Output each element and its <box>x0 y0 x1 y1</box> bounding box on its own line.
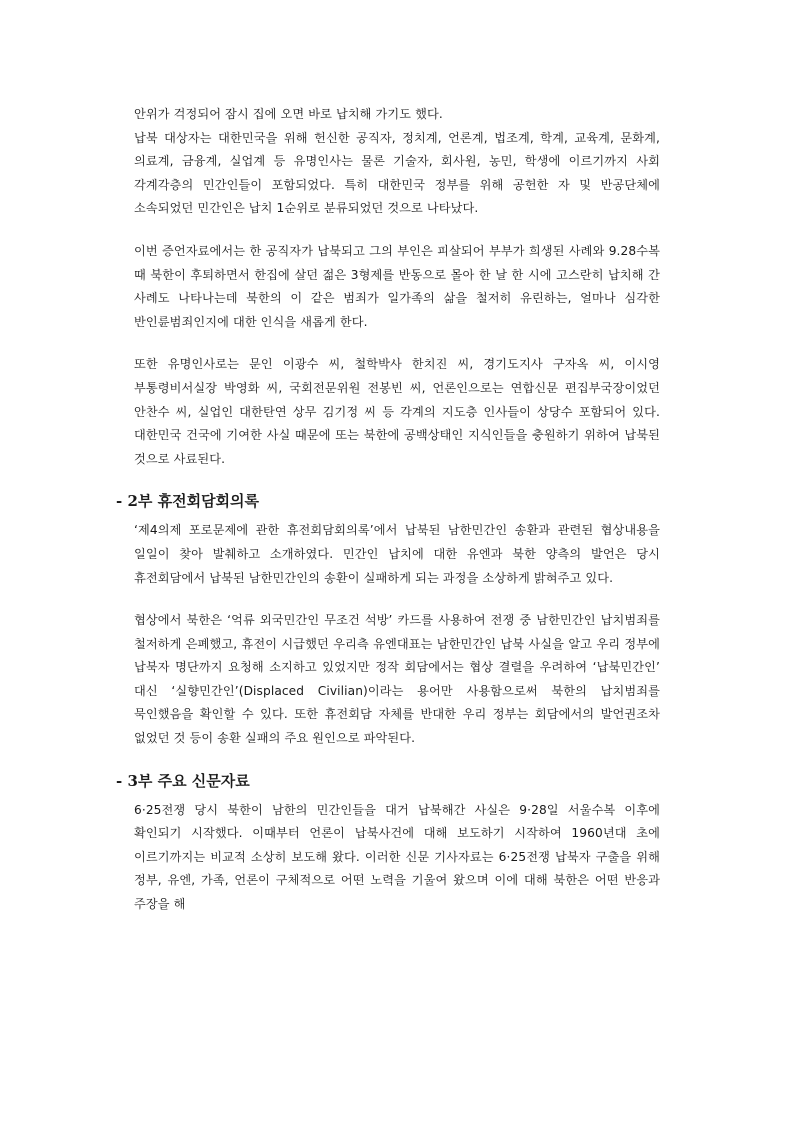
document-body <box>116 103 660 917</box>
intro-paragraph-4: 또한 유명인사로는 문인 이광수 씨, 철학박사 한치진 씨, 경기도지사 구자옥 씨, 이시영 부통령비서실장 박영화 씨, 국회전문위원 전봉빈 씨, 언론인으로는 연합신문 편집부국장이었던 안찬수 씨, 실업인 대한탄연 상무 김기정 씨 등 각계의 지도층 인사들이 상당수 포함되어 있다. 대한민국 건국에 기여한 사실 때문에 또는 북한에 공백상태인 지식인들을 충원하기 위하여 납북된 것으로 사료된다. <box>134 357 660 466</box>
intro-paragraph-3: 이번 증언자료에서는 한 공직자가 납북되고 그의 부인은 피살되어 부부가 희생된 사례와 9.28수복 때 북한이 후퇴하면서 한집에 살던 젊은 3형제를 반동으로 몰아 한 날 한 시에 고스란히 납치해 간 사례도 나타나는데 북한의 이 같은 범죄가 일가족의 삶을 철저히 유린하는, 얼마나 심각한 반인륜범죄인지에 대한 인식을 새롭게 한다. <box>134 243 660 329</box>
intro-paragraph-2: 납북 대상자는 대한민국을 위해 헌신한 공직자, 정치계, 언론계, 법조계, 학계, 교육계, 문화계, 의료계, 금융계, 실업계 등 유명인사는 물론 기술자, 회사원, 농민, 학생에 이르기까지 사회 각계각층의 민간인들이 포함되었다. 특히 대한민국 정부를 위해 공헌한 자 및 반공단체에 소속되었던 민간인은 납치 1순위로 분류되었던 것으로 나타났다. <box>134 130 660 216</box>
section-2-heading: - 2부 휴전회담회의록 <box>116 492 260 511</box>
intro-paragraph-1: 안위가 걱정되어 잠시 집에 오면 바로 납치해 가기도 했다. <box>134 107 443 121</box>
section-2-paragraph-1: ‘제4의제 포로문제에 관한 휴전회담회의록’에서 납북된 남한민간인 송환과 관련된 협상내용을 일일이 찾아 발췌하고 소개하였다. 민간인 납치에 대한 유엔과 북한 양측의 발언은 당시 휴전회담에서 납북된 남한민간인의 송환이 실패하게 되는 과정을 소상하게 밝혀주고 있다. <box>134 523 660 585</box>
section-3-heading: - 3부 주요 신문자료 <box>116 771 250 790</box>
section-2-paragraph-2: 협상에서 북한은 ‘억류 외국민간인 무조건 석방’ 카드를 사용하여 전쟁 중 남한민간인 납치범죄를 철저하게 은폐했고, 휴전이 시급했던 우리측 유엔대표는 남한민간인 납북 사실을 알고 우리 정부에 납북자 명단까지 요청해 소지하고 있었지만 정작 회담에서는 협상 결렬을 우려하여 ‘납북민간인’ 대신 ‘실향민간인’(Displaced Civilian)이라는 용어만 사용함으로써 북한의 납치범죄를 묵인했음을 확인할 수 있다. 또한 휴전회담 자체를 반대한 우리 정부는 회담에서의 발언권조차 없었던 것 등이 송환 실패의 주요 원인으로 파악된다. <box>134 613 660 746</box>
section-3-paragraph-1: 6·25전쟁 당시 북한이 남한의 민간인들을 대거 납북해간 사실은 9·28일 서울수복 이후에 확인되기 시작했다. 이때부터 언론이 납북사건에 대해 보도하기 시작하여 1960년대 초에 이르기까지는 비교적 소상히 보도해 왔다. 이러한 신문 기사자료는 6·25전쟁 납북자 구출을 위해 정부, 유엔, 가족, 언론이 구체적으로 어떤 노력을 기울여 왔으며 이에 대해 북한은 어떤 반응과 주장을 해 <box>134 802 660 912</box>
